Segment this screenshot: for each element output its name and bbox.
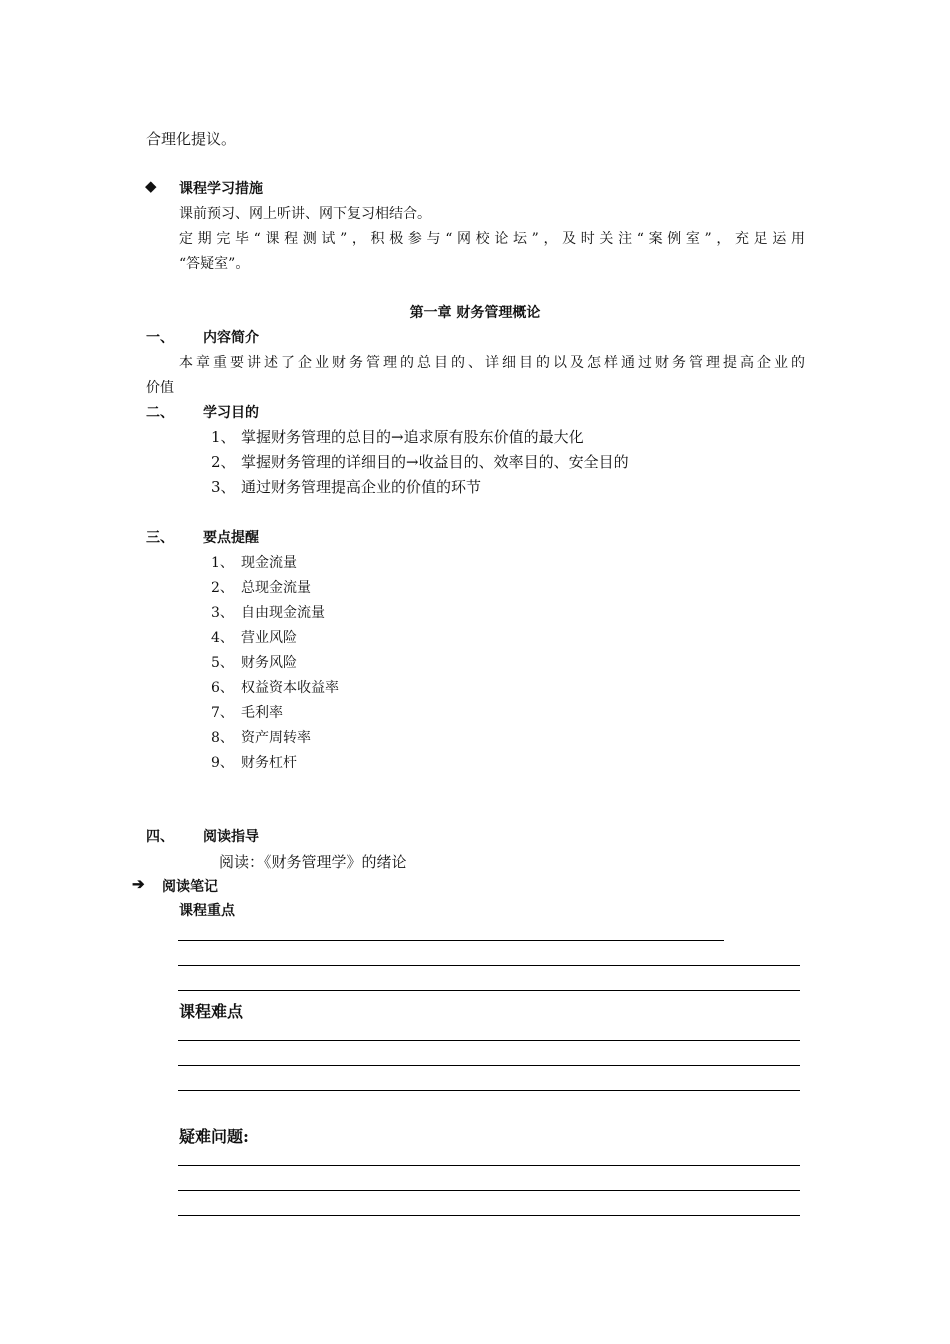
list-item: 4、 营业风险	[211, 630, 297, 646]
list-item: 1、 掌握财务管理的总目的→追求原有股东价值的最大化	[211, 428, 584, 446]
list-item: 8、 资产周转率	[211, 730, 311, 746]
writing-line	[178, 1040, 800, 1041]
study-line-2: 定期完毕“课程测试”，积极参与“网校论坛”，及时关注“案例室”，充足运用	[179, 231, 805, 247]
section-1-text-1: 本章重要讲述了企业财务管理的总目的、详细目的以及怎样通过财务管理提高企业的	[179, 355, 805, 371]
list-item: 9、 财务杠杆	[211, 755, 297, 771]
writing-line	[178, 1215, 800, 1216]
section-1-text-2: 价值	[146, 380, 174, 396]
top-text: 合理化提议。	[146, 130, 237, 148]
list-item: 1、 现金流量	[211, 555, 297, 571]
writing-line	[178, 1065, 800, 1066]
section-2-number: 二、	[146, 405, 174, 421]
key-points-label: 课程重点	[179, 903, 235, 919]
diamond-bullet-icon: ◆	[145, 177, 157, 195]
notes-title: 阅读笔记	[162, 879, 218, 895]
section-1-number: 一、	[146, 330, 174, 346]
writing-line	[178, 1090, 800, 1091]
study-line-3: “答疑室”。	[179, 256, 250, 272]
chapter-title: 第一章 财务管理概论	[409, 305, 541, 321]
writing-line	[178, 940, 724, 941]
questions-label: 疑难问题:	[179, 1127, 249, 1146]
list-item: 6、 权益资本收益率	[211, 680, 339, 696]
section-4-title: 阅读指导	[203, 829, 259, 845]
section-3-title: 要点提醒	[203, 530, 259, 546]
difficulties-label: 课程难点	[179, 1002, 244, 1021]
section-4-number: 四、	[146, 829, 174, 845]
list-item: 7、 毛利率	[211, 705, 283, 721]
section-2-title: 学习目的	[203, 405, 259, 421]
writing-line	[178, 1190, 800, 1191]
list-item: 5、 财务风险	[211, 655, 297, 671]
writing-line	[178, 965, 800, 966]
list-item: 2、 总现金流量	[211, 580, 311, 596]
arrow-right-icon: ➔	[132, 875, 145, 893]
list-item: 3、 自由现金流量	[211, 605, 325, 621]
list-item: 2、 掌握财务管理的详细目的→收益目的、效率目的、安全目的	[211, 453, 629, 471]
reading-guide-text: 阅读：《财务管理学》的绪论	[219, 853, 407, 871]
study-heading: 课程学习措施	[179, 181, 263, 197]
section-3-number: 三、	[146, 530, 174, 546]
writing-line	[178, 1165, 800, 1166]
writing-line	[178, 990, 800, 991]
list-item: 3、 通过财务管理提高企业的价值的环节	[211, 478, 482, 496]
study-line-1: 课前预习、网上听讲、网下复习相结合。	[179, 206, 431, 222]
section-1-title: 内容简介	[203, 330, 259, 346]
